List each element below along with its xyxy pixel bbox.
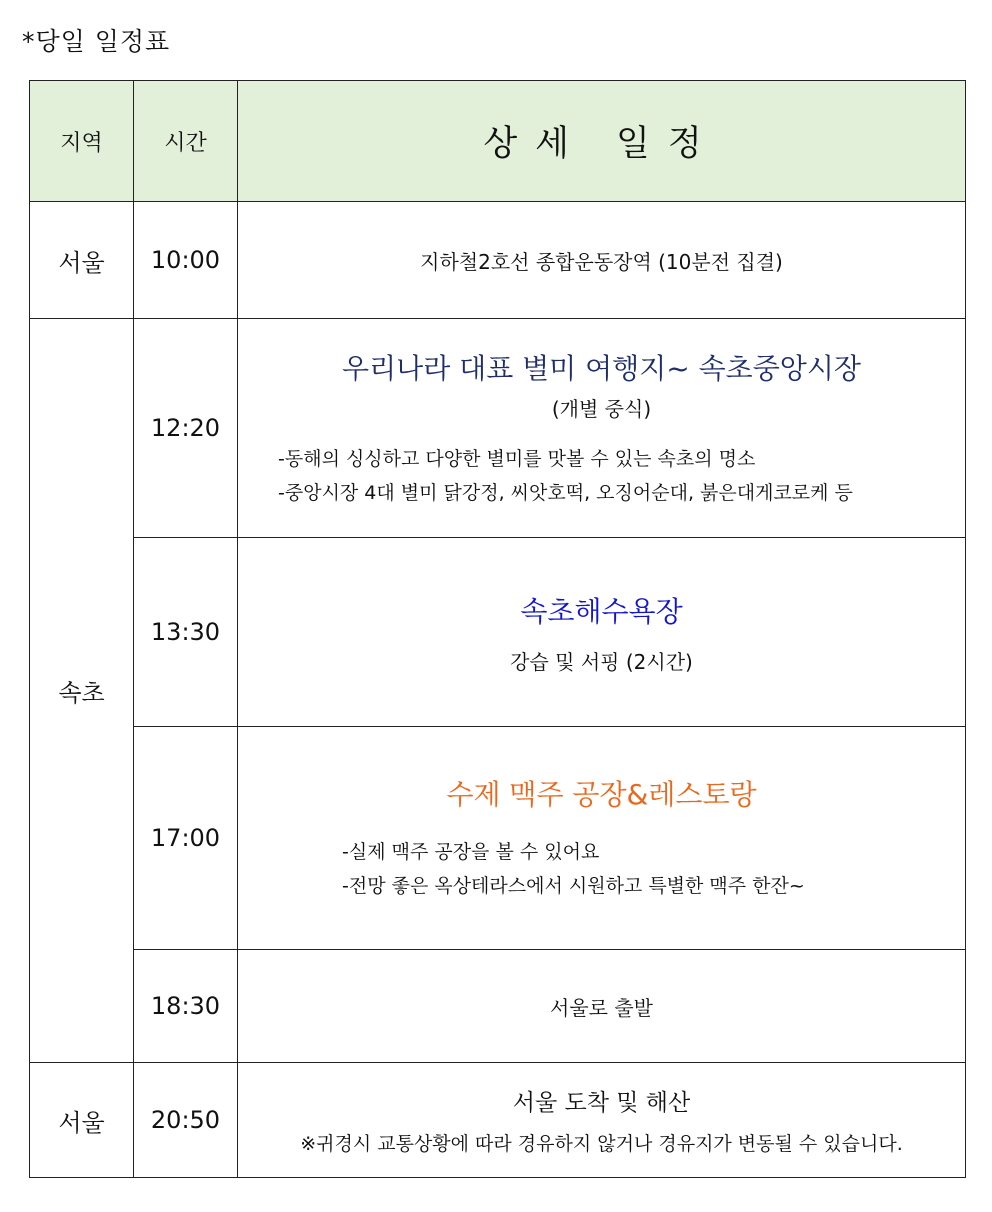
bullet-item: -동해의 싱싱하고 다양한 별미를 맛볼 수 있는 속초의 명소 bbox=[278, 447, 756, 470]
bullet-item: -실제 맥주 공장을 볼 수 있어요 bbox=[342, 841, 600, 863]
table-row bbox=[30, 538, 966, 727]
time-cell: 17:00 bbox=[134, 727, 238, 950]
bullet-list bbox=[238, 442, 965, 510]
time-cell: 20:50 bbox=[134, 1063, 238, 1178]
detail-headline: 수제 맥주 공장&레스토랑 bbox=[446, 778, 757, 811]
detail-cell bbox=[238, 727, 966, 950]
table-row bbox=[30, 319, 966, 538]
detail-headline: 우리나라 대표 별미 여행지~ 속초중앙시장 bbox=[342, 351, 861, 385]
detail-note: ※귀경시 교통상황에 따라 경유하지 않거나 경유지가 변동될 수 있습니다. bbox=[300, 1133, 903, 1155]
region-cell: 서울 bbox=[30, 1063, 134, 1178]
detail-cell bbox=[238, 1063, 966, 1178]
table-row bbox=[30, 1063, 966, 1178]
time-cell: 10:00 bbox=[134, 202, 238, 319]
detail-cell bbox=[238, 538, 966, 727]
time-cell: 13:30 bbox=[134, 538, 238, 727]
detail-headline: 속초해수욕장 bbox=[520, 594, 683, 628]
region-cell: 속초 bbox=[30, 319, 134, 1063]
header-row bbox=[30, 81, 966, 202]
table-row bbox=[30, 950, 966, 1063]
detail-text: 지하철2호선 종합운동장역 (10분전 집결) bbox=[420, 249, 783, 274]
detail-text: 서울로 출발 bbox=[550, 995, 653, 1020]
table-row bbox=[30, 727, 966, 950]
detail-cell bbox=[238, 202, 966, 319]
header-region: 지역 bbox=[30, 81, 134, 202]
table-row bbox=[30, 202, 966, 319]
detail-headline: 서울 도착 및 해산 bbox=[512, 1090, 691, 1116]
header-time: 시간 bbox=[134, 81, 238, 202]
detail-cell bbox=[238, 950, 966, 1063]
bullet-item: -전망 좋은 옥상테라스에서 시원하고 특별한 맥주 한잔~ bbox=[342, 875, 805, 897]
header-detail: 상세 일정 bbox=[238, 81, 966, 202]
bullet-item: -중앙시장 4대 별미 닭강정, 씨앗호떡, 오징어순대, 붉은대게코로케 등 bbox=[278, 481, 853, 504]
bullet-list bbox=[238, 835, 965, 903]
time-cell: 12:20 bbox=[134, 319, 238, 538]
detail-subline: (개별 중식) bbox=[551, 396, 652, 421]
detail-subline: 강습 및 서핑 (2시간) bbox=[510, 649, 693, 674]
page-title: *당일 일정표 bbox=[22, 27, 171, 56]
schedule-table bbox=[29, 80, 966, 1178]
region-cell: 서울 bbox=[30, 202, 134, 319]
detail-cell bbox=[238, 319, 966, 538]
time-cell: 18:30 bbox=[134, 950, 238, 1063]
